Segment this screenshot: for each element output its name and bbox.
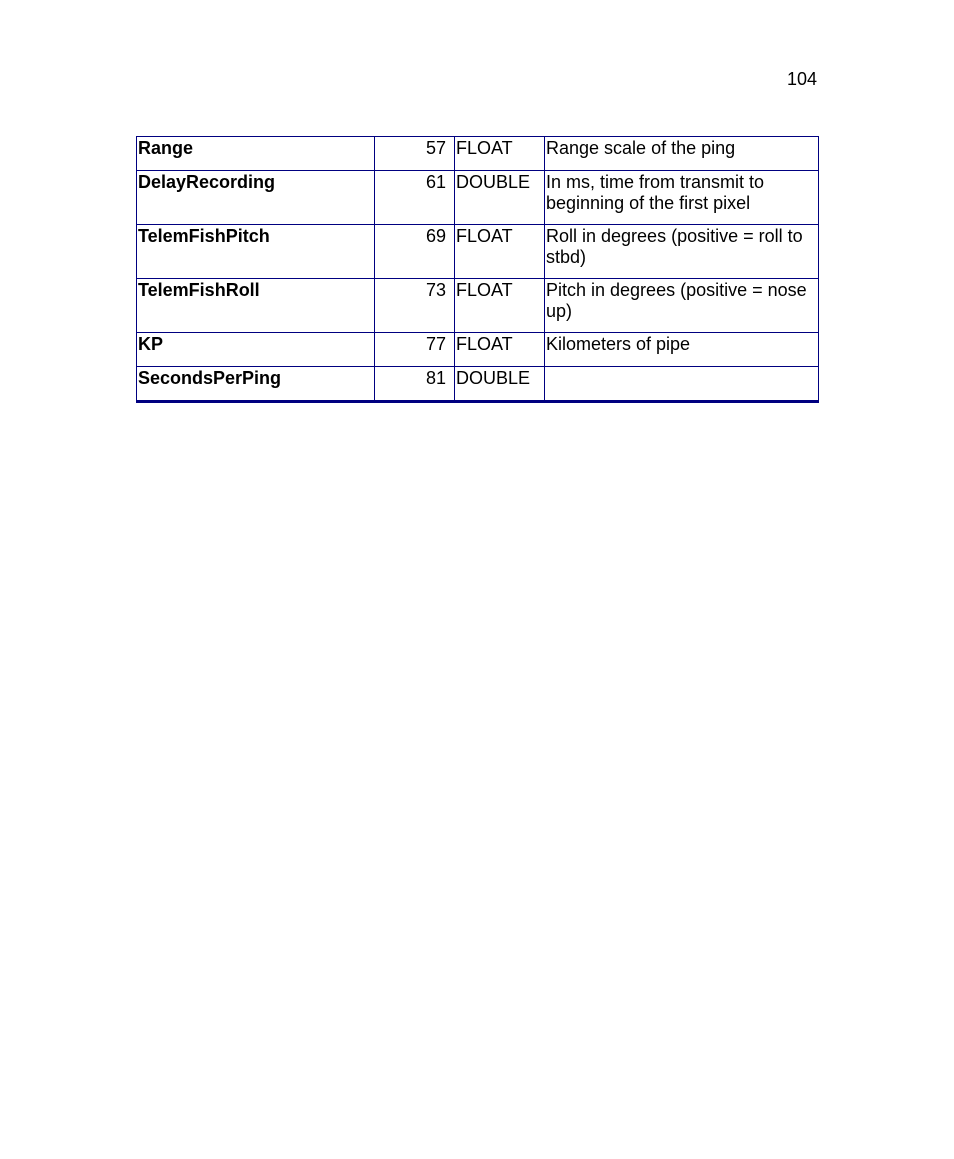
field-type: FLOAT [455, 137, 545, 171]
table-row [137, 279, 819, 333]
field-name: Range [137, 137, 375, 171]
field-description: Roll in degrees (positive = roll to stbd) [545, 225, 819, 279]
field-offset: 61 [375, 171, 455, 225]
field-description: Range scale of the ping [545, 137, 819, 171]
field-type: FLOAT [455, 225, 545, 279]
field-name: TelemFishPitch [137, 225, 375, 279]
field-name: DelayRecording [137, 171, 375, 225]
table-row [137, 225, 819, 279]
field-name: KP [137, 333, 375, 367]
field-offset: 73 [375, 279, 455, 333]
field-definition-table [136, 136, 819, 403]
field-type: DOUBLE [455, 171, 545, 225]
field-description: Kilometers of pipe [545, 333, 819, 367]
table-row [137, 367, 819, 402]
field-offset: 77 [375, 333, 455, 367]
table-row [137, 333, 819, 367]
field-offset: 69 [375, 225, 455, 279]
page-number: 104 [786, 69, 817, 89]
field-type: DOUBLE [455, 367, 545, 402]
field-offset: 81 [375, 367, 455, 402]
field-description: In ms, time from transmit to beginning of the first pixel [545, 171, 819, 225]
field-name: TelemFishRoll [137, 279, 375, 333]
field-offset: 57 [375, 137, 455, 171]
field-description [545, 367, 819, 402]
field-name: SecondsPerPing [137, 367, 375, 402]
field-type: FLOAT [455, 333, 545, 367]
field-type: FLOAT [455, 279, 545, 333]
field-description: Pitch in degrees (positive = nose up) [545, 279, 819, 333]
table-row [137, 137, 819, 171]
table-row [137, 171, 819, 225]
